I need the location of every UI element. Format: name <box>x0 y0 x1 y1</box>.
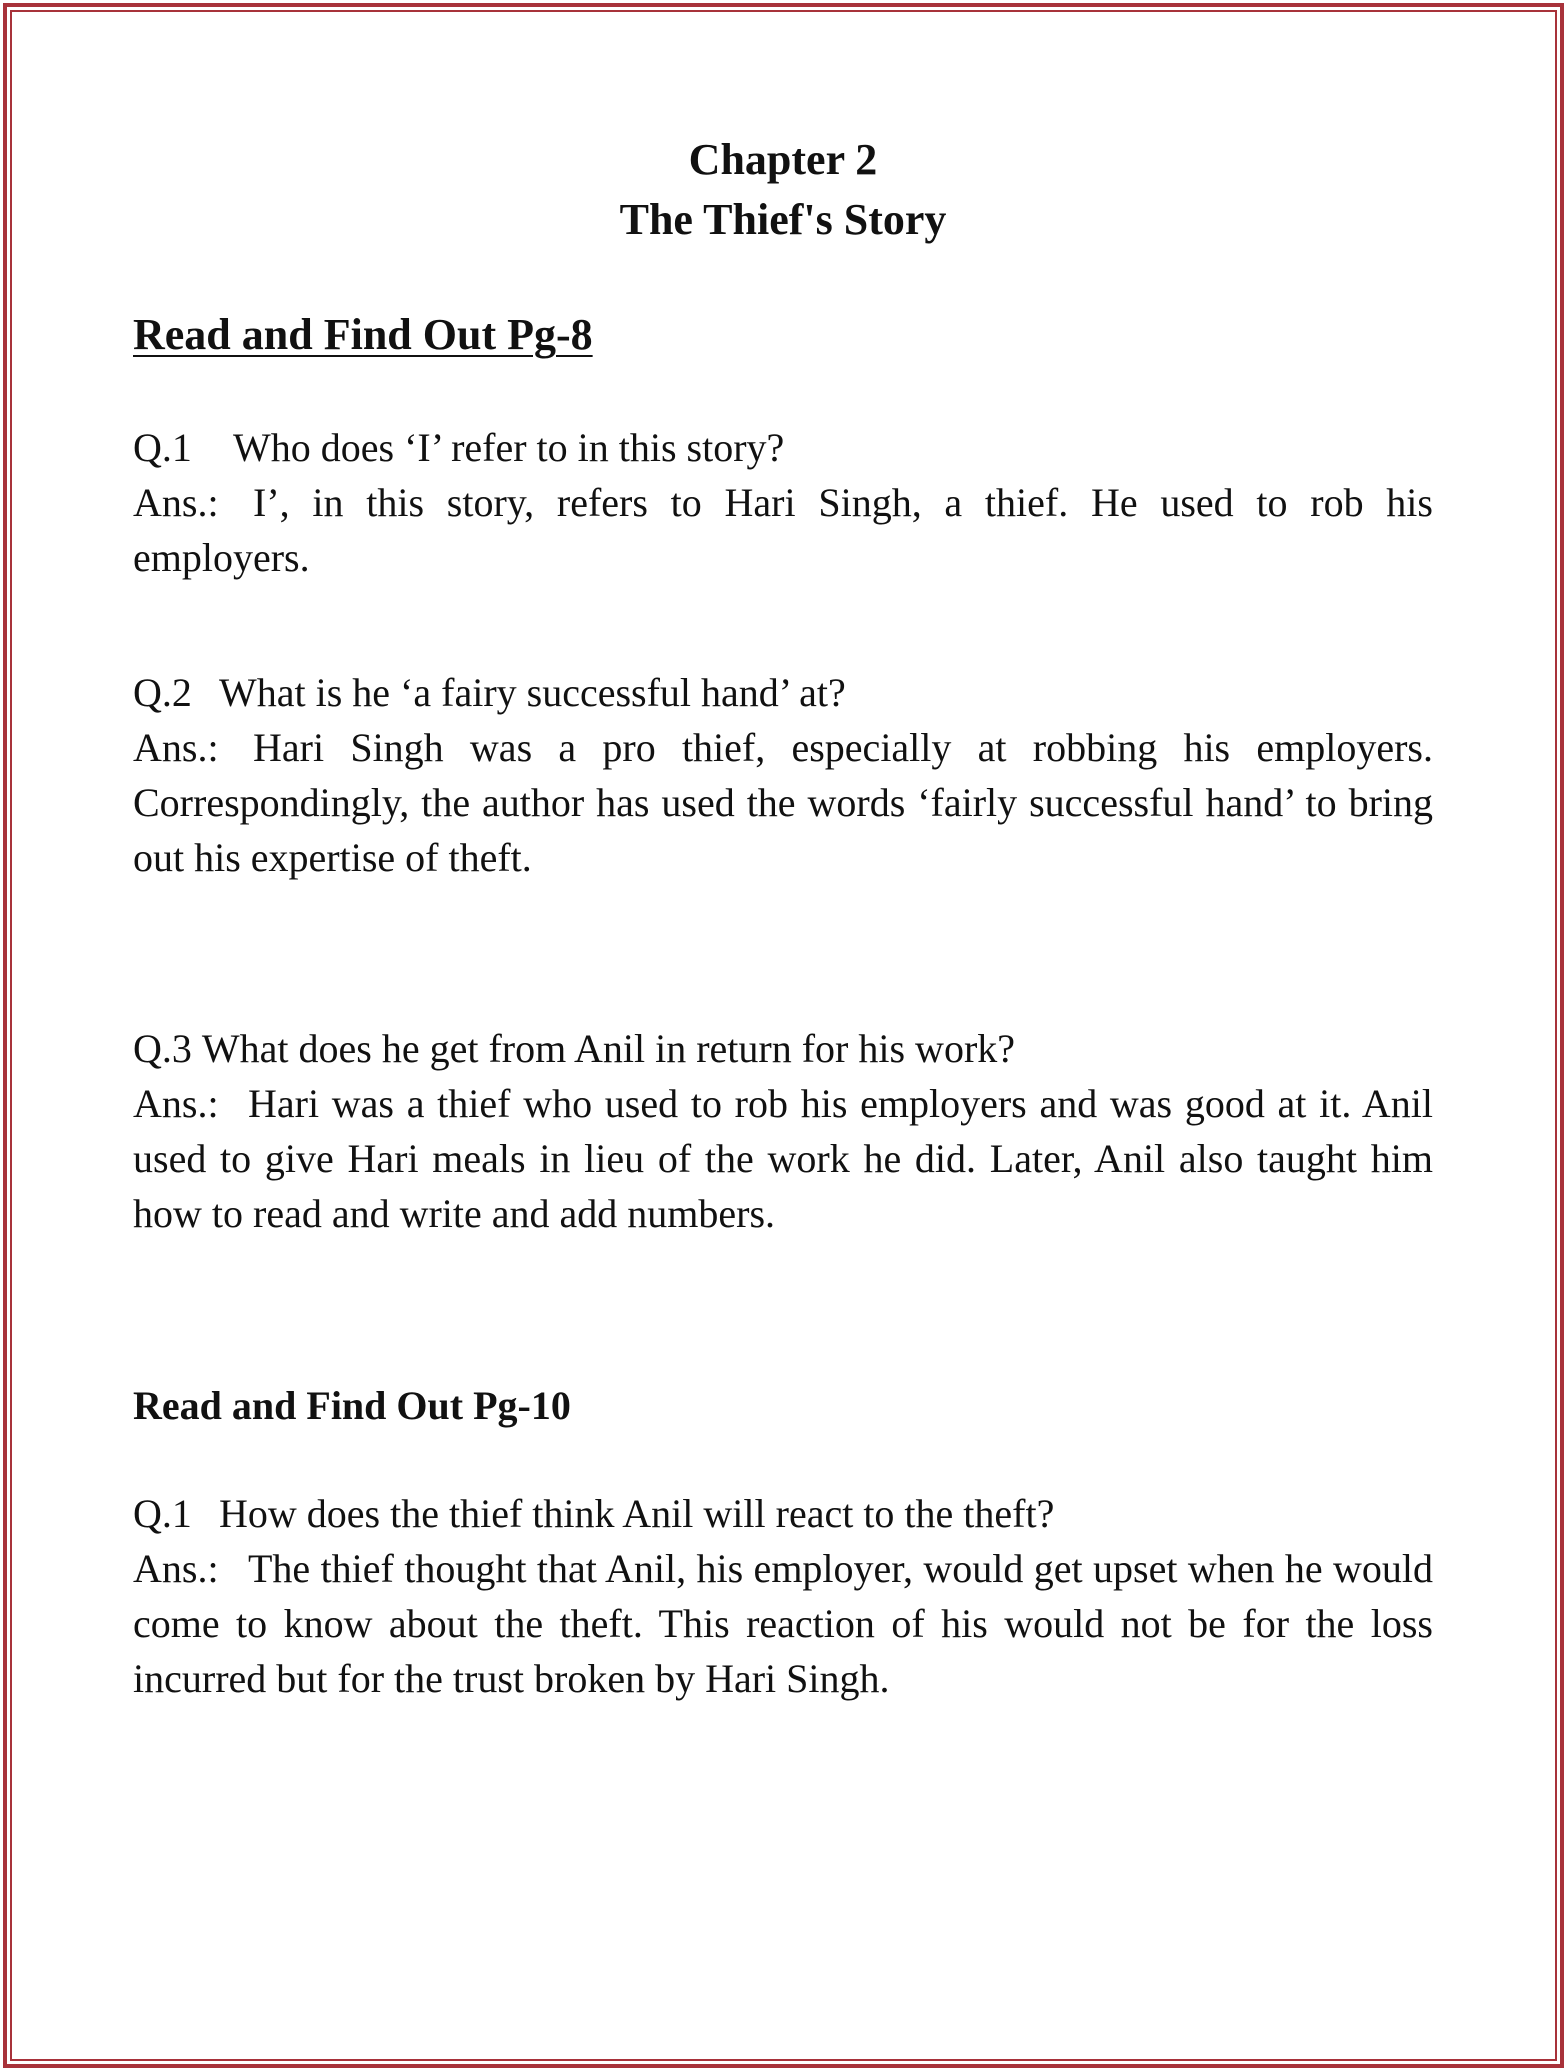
question-text: What is he ‘a fairy successful hand’ at? <box>219 670 846 715</box>
answer <box>133 1076 1433 1241</box>
answer <box>133 720 1433 885</box>
answer <box>133 475 1433 585</box>
answer-label: Ans.: <box>133 1081 219 1126</box>
answer-text: Hari was a thief who used to rob his employers and was good at it. Anil used to give Hari meals in lieu of the work he did. Later, Anil also taught him how to read and write and add numbers. <box>133 1081 1433 1236</box>
answer-label: Ans.: <box>133 480 219 525</box>
answer <box>133 1541 1433 1706</box>
question-text: How does the thief think Anil will react to the theft? <box>219 1491 1055 1536</box>
question-text: Who does ‘I’ refer to in this story? <box>233 425 785 470</box>
answer-text: I’, in this story, refers to Hari Singh, a thief. He used to rob his employers. <box>133 480 1433 580</box>
question <box>133 665 1433 720</box>
answer-label: Ans.: <box>133 725 219 770</box>
chapter-number: Chapter 2 <box>688 135 878 184</box>
question-label: Q.1 <box>133 425 192 470</box>
answer-text: The thief thought that Anil, his employer, would get upset when he would come to know about the theft. This reaction of his would not be for the loss incurred but for the trust broken by Hari Singh. <box>133 1546 1433 1701</box>
qa-item <box>133 665 1433 885</box>
document-body <box>133 130 1433 1706</box>
section-heading-pg10: Read and Find Out Pg-10 <box>133 1383 571 1428</box>
qa-item <box>133 1486 1433 1706</box>
answer-text: Hari Singh was a pro thief, especially at robbing his employers. Correspondingly, the author has used the words ‘fairly successful hand’ to bring out his expertise of theft. <box>133 725 1433 880</box>
question-label: Q.3 <box>133 1026 192 1071</box>
question <box>133 1486 1433 1541</box>
answer-label: Ans.: <box>133 1546 219 1591</box>
question-text: What does he get from Anil in return for his work? <box>201 1026 1016 1071</box>
question <box>133 420 1433 475</box>
question <box>133 1021 1433 1076</box>
question-label: Q.1 <box>133 1491 192 1536</box>
question-label: Q.2 <box>133 670 192 715</box>
section-heading-pg8: Read and Find Out Pg-8 <box>133 310 593 359</box>
qa-item <box>133 1021 1433 1241</box>
chapter-title: The Thief's Story <box>619 195 947 244</box>
qa-item <box>133 420 1433 585</box>
